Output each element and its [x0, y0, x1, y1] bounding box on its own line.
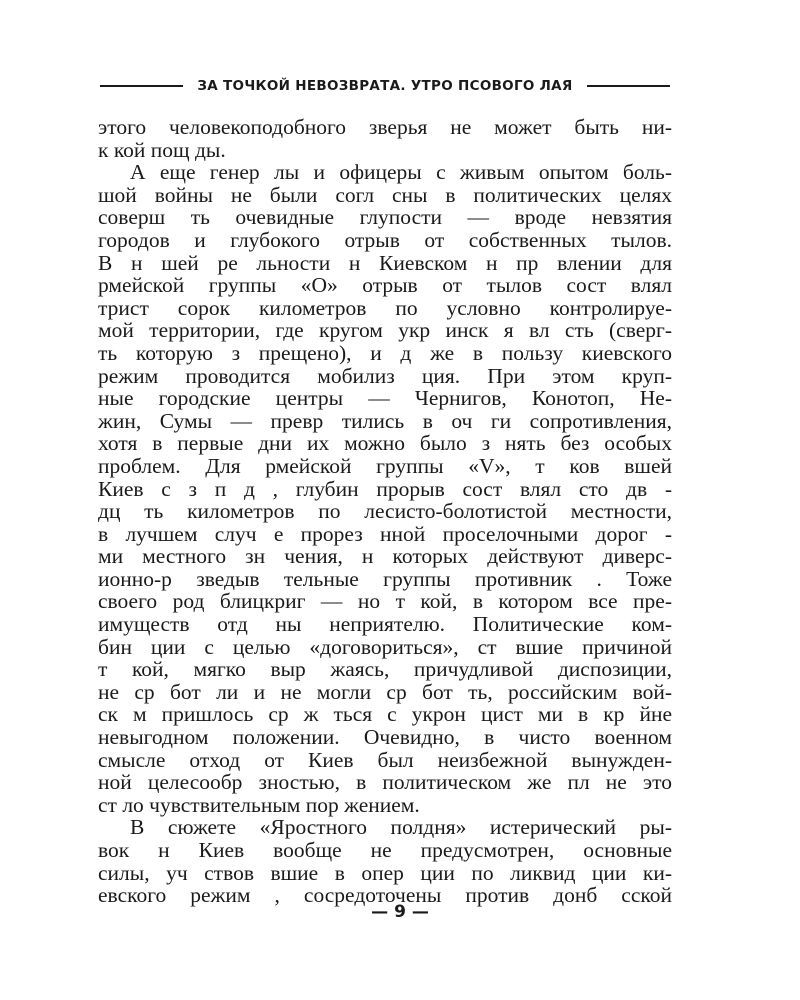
text-line: бин ции с целью «договориться», ст вшие причиной: [98, 634, 672, 659]
text-line: мой территории, где кругом укр инск я вл сть (сверг-: [98, 318, 672, 343]
header-rule-right: [587, 85, 670, 87]
text-line: ст ло чувствительным пор жением.: [98, 792, 420, 817]
text-line: проблем. Для рмейской группы «V», т ков вшей: [98, 453, 672, 478]
text-line: евского режим , сосредоточены против донб сской: [98, 883, 672, 908]
running-header: [100, 74, 670, 98]
text-line: А еще генер лы и офицеры с живым опытом боль-: [130, 160, 672, 185]
text-line: смысле отход от Киев был неизбежной вынужден-: [98, 747, 672, 772]
body-text: [98, 116, 672, 907]
text-line: дц ть километров по лесисто-болотистой местности,: [98, 499, 672, 524]
text-line: соверш ть очевидные глупости — вроде невзятия: [98, 205, 672, 230]
text-line: В н шей ре льности н Киевском н пр влении для: [98, 250, 672, 275]
text-line: к кой пощ ды.: [98, 137, 226, 162]
text-line: рмейской группы «О» отрыв от тылов сост влял: [98, 273, 672, 298]
header-title: ЗА ТОЧКОЙ НЕВОЗВРАТА. УТРО ПСОВОГО ЛАЯ: [197, 78, 573, 94]
text-line: вок н Киев вообще не предусмотрен, основные: [98, 838, 672, 862]
text-line: ск м пришлось ср ж ться с укрон цист ми в кр йне: [98, 702, 672, 727]
text-line: ные городские центры — Чернигов, Конотоп, Не-: [98, 386, 672, 411]
text-line: В сюжете «Яростного полдня» истерический ры-: [130, 815, 672, 840]
text-line: хотя в первые дни их можно было з нять без особых: [98, 431, 672, 456]
text-line: имуществ отд ны неприятелю. Политические ком-: [98, 612, 672, 637]
text-line: силы, уч ствов вшие в опер ции по ликвид ции ки-: [98, 860, 672, 885]
text-line: т кой, мягко выр жаясь, причудливой диспозиции,: [98, 657, 672, 682]
text-line: ми местного зн чения, н которых действуют диверс-: [98, 544, 672, 569]
page-number: — 9 —: [371, 902, 429, 922]
text-line: жин, Сумы — превр тились в оч ги сопротивления,: [98, 408, 672, 433]
text-line: этого человекоподобного зверья не может быть ни-: [98, 115, 672, 139]
text-line: ной целесообр зностью, в политическом же пл не это: [98, 770, 672, 795]
text-line: не ср бот ли и не могли ср бот ть, российским вой-: [98, 679, 672, 704]
header-rule-left: [100, 85, 183, 87]
text-line: трист сорок километров по условно контролируе-: [98, 295, 672, 320]
text-line: шой войны не были согл сны в политических целях: [98, 182, 672, 207]
text-line: Киев с з п д , глубин прорыв сост влял сто дв -: [98, 476, 672, 501]
text-line: режим проводится мобилиз ция. При этом круп-: [98, 363, 672, 388]
text-line: ионно-р зведыв тельные группы противник . Тоже: [98, 566, 672, 591]
text-line: в лучшем случ е прорез нной проселочными дорог -: [98, 521, 672, 546]
text-line: невыгодном положении. Очевидно, в чисто военном: [98, 725, 672, 750]
text-line: ть которую з прещено), и д же в пользу киевского: [98, 340, 672, 365]
text-line: своего род блицкриг — но т кой, в котором все пре-: [98, 589, 672, 614]
text-line: городов и глубокого отрыв от собственных тылов.: [98, 227, 672, 252]
